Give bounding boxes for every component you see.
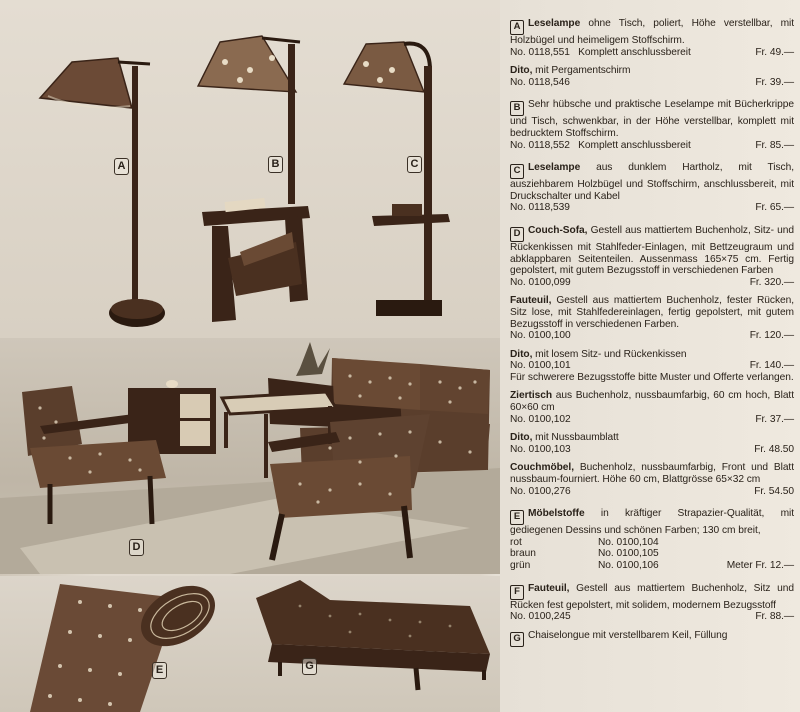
item-name: Leselampe (528, 18, 581, 29)
item-number: No. 0100,103 (510, 443, 571, 455)
tag-g: G (510, 632, 524, 647)
catalog-text-column (510, 18, 794, 712)
label-b: B (268, 156, 283, 173)
label-g: G (302, 658, 317, 675)
item-number: No. 0118,551 (510, 46, 570, 58)
entry-ziertisch (510, 390, 794, 425)
floor-lamp-c (344, 42, 450, 316)
label-c: C (407, 156, 422, 173)
item-price (727, 537, 794, 549)
floor-lamp-a (40, 58, 165, 327)
item-price: Meter Fr. 12.— (726, 560, 794, 571)
tag-a: A (510, 20, 524, 35)
item-price (727, 548, 794, 560)
item-description: Gestell aus mattiertem Buchenholz, fester Rücken, Sitz lose, mit Stahlfedereinlagen, fertig gepolstert, mit gutem Bezugsstoff in verschiedenen Farben. (510, 295, 795, 330)
item-name: Dito, (510, 348, 533, 360)
item-number: No. 0118,539 (510, 202, 570, 214)
tag-f: F (510, 585, 524, 600)
item-number: No. 0100,100 (510, 330, 571, 342)
entry-couch-sofa (510, 225, 794, 288)
item-name: Fauteuil, (528, 582, 570, 594)
item-description: Sehr hübsche und praktische Leselampe mit Bücherkrippe und Tisch, schwenkbar, in der Höhe verstellbar, komplett mit bedrucktem Stoffschirm. (510, 99, 794, 139)
item-description: mit Pergamentschirm (535, 65, 631, 77)
item-remark: Für schwerere Bezugsstoffe bitte Muster und Offerte verlangen. (510, 371, 794, 383)
item-description: aus dunklem Hartholz, mit Tisch, ausziehbarem Holzbügel und Stoffschirm, anschlussbereit, mit Druckschalter und Kabel (510, 162, 794, 202)
floor-lamp-b (198, 36, 310, 322)
item-description: Buchenholz, nussbaumfarbig, Front und Blatt nussbaum-fourniert. Höhe 60 cm, Blattgrösse 65×32 cm (510, 462, 794, 486)
fabric-color: rot (510, 536, 522, 548)
item-price: Fr. 39.— (755, 76, 794, 88)
item-name: Dito, (510, 432, 533, 444)
item-number: No. 0100,099 (510, 276, 571, 288)
item-price: Fr. 88.— (755, 611, 794, 623)
chaiselongue (256, 580, 490, 690)
item-name: Möbelstoffe (528, 508, 585, 520)
entry-fauteuil-f (510, 583, 794, 623)
fabric-chaise-photo (0, 576, 500, 712)
item-number: No. 0100,104 (598, 536, 659, 548)
item-price: Fr. 120.— (749, 330, 794, 342)
fabric-bolt (30, 576, 226, 712)
entry-fauteuil (510, 295, 794, 341)
item-number: No. 0100,106 (598, 560, 659, 571)
item-name: Leselampe (528, 162, 581, 174)
item-name: Couchmöbel, (510, 462, 574, 474)
entry-leselampe-c (510, 162, 794, 214)
fabric-color: braun (510, 548, 536, 560)
item-number: No. 0100,245 (510, 611, 571, 623)
entry-couchmoebel (510, 462, 794, 497)
entry-leselampe-b (510, 99, 794, 151)
item-description: in kräftiger Strapazier-Qualität, mit gediegenen Dessins und schönen Farben; 130 cm breit, (510, 508, 794, 537)
item-number: No. 0100,101 (510, 360, 571, 372)
item-name: Dito, (510, 65, 533, 77)
entry-chaiselongue-cutoff (510, 630, 794, 647)
entry-ziertisch-dito (510, 432, 794, 455)
item-description: Gestell aus mattiertem Buchenholz, Sitz- und Rückenkissen mit Stahlfeder-Einlagen, mit Bettzeugraum und abklappbaren Seitenteilen. Aussenmass 165×75 cm. Fertig gepolstert, mit gutem Bezugsstoff in verschiedenen Farben (510, 224, 794, 277)
item-description: aus Buchenholz, nussbaumfarbig, 60 cm hoch, Blatt 60×60 cm (510, 390, 794, 414)
lamps-photo (0, 0, 500, 338)
item-price: Fr. 320.— (749, 276, 794, 288)
item-number: No. 0100,105 (598, 548, 659, 560)
item-number: No. 0118,546 (510, 76, 570, 88)
item-price: Fr. 48.50 (754, 443, 794, 455)
item-number: No. 0118,552 (510, 139, 570, 151)
item-note: Komplett anschlussbereit (578, 139, 691, 151)
item-description: Chaiselongue mit verstellbarem Keil, Füllung (528, 629, 728, 641)
item-description: Gestell aus mattiertem Buchenholz, Sitz und Rücken fest gepolstert, mit solidem, modernem Bezugsstoff (510, 582, 795, 611)
item-price: Fr. 54.50 (754, 485, 794, 497)
item-description: ohne Tisch, poliert, Höhe verstellbar, mit Holzbügel und heimeligem Stoffschirm. (510, 18, 794, 46)
fabric-color-list (510, 537, 794, 572)
tag-e: E (510, 510, 524, 525)
living-room-illustration (0, 338, 500, 574)
label-d: D (129, 539, 144, 556)
item-price: Fr. 37.— (755, 413, 794, 425)
item-note: Komplett anschlussbereit (578, 46, 691, 58)
plant (296, 342, 330, 376)
item-name: Fauteuil, (510, 295, 552, 307)
fabric-color: grün (510, 560, 531, 571)
tag-c: C (510, 164, 524, 179)
item-price: Fr. 49.— (755, 46, 794, 58)
entry-leselampe-a (510, 18, 794, 58)
item-description: mit Nussbaumblatt (535, 432, 619, 444)
item-price: Fr. 85.— (755, 139, 794, 151)
item-name: Couch-Sofa, (528, 224, 588, 236)
item-price: Fr. 65.— (755, 202, 794, 214)
tag-b: B (510, 101, 524, 116)
label-e: E (152, 662, 167, 679)
label-a: A (114, 158, 129, 175)
lamps-illustration (0, 0, 500, 338)
item-number: No. 0100,276 (510, 485, 571, 497)
living-room-photo (0, 338, 500, 574)
item-description: mit losem Sitz- und Rückenkissen (535, 348, 687, 360)
item-name: Ziertisch (510, 390, 553, 402)
entry-moebelstoffe (510, 508, 794, 571)
fabric-chaise-illustration (0, 576, 500, 712)
entry-dito-pergament (510, 65, 794, 88)
item-number: No. 0100,102 (510, 413, 571, 425)
entry-fauteuil-dito (510, 349, 794, 384)
tag-d: D (510, 227, 524, 242)
item-price: Fr. 140.— (749, 360, 794, 372)
